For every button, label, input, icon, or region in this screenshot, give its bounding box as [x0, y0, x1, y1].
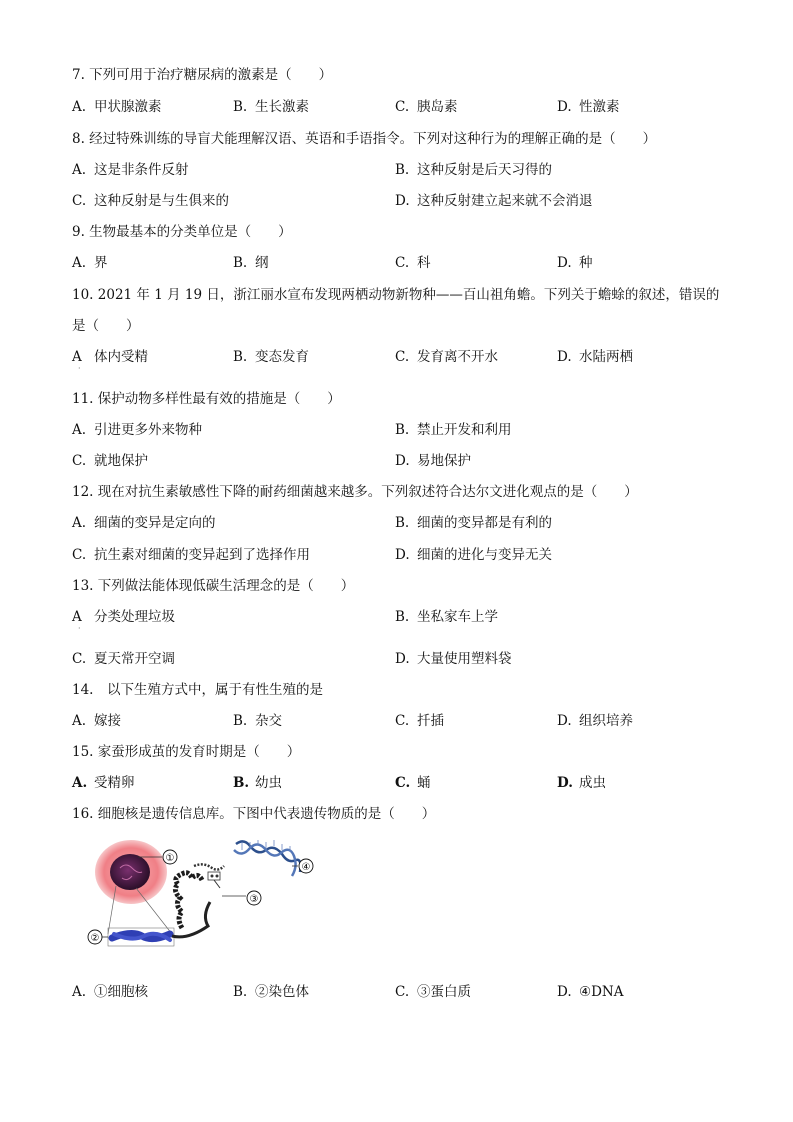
question-8-stem: 8. 经过特殊训练的导盲犬能理解汉语、英语和手语指令。下列对这种行为的理解正确的是（ ） — [72, 131, 657, 147]
q16-option-a[interactable]: A. ①细胞核 — [72, 984, 148, 1000]
stray-dot-2: · — [78, 624, 81, 633]
q14-option-d[interactable]: D. 组织培养 — [557, 713, 633, 729]
q10-option-a[interactable]: A 体内受精 — [72, 349, 148, 365]
label-1: ① — [165, 853, 175, 864]
nucleus-shape — [110, 854, 150, 890]
q13-option-b[interactable]: B. 坐私家车上学 — [395, 609, 498, 625]
label-4: ④ — [301, 862, 311, 873]
question-11-stem: 11. 保护动物多样性最有效的措施是（ ） — [72, 391, 341, 407]
question-12-stem: 12. 现在对抗生素敏感性下降的耐药细菌越来越多。下列叙述符合达尔文进化观点的是（ ） — [72, 484, 638, 500]
q13-option-d[interactable]: D. 大量使用塑料袋 — [395, 651, 512, 667]
q7-option-d[interactable]: D. 性激素 — [557, 99, 620, 115]
q12-option-a[interactable]: A. 细菌的变异是定向的 — [72, 515, 216, 531]
q8-option-c[interactable]: C. 这种反射是与生俱来的 — [72, 193, 229, 209]
genetics-diagram — [86, 836, 336, 954]
q12-option-d[interactable]: D. 细菌的进化与变异无关 — [395, 547, 552, 563]
q14-option-b[interactable]: B. 杂交 — [233, 713, 282, 729]
q11-option-a[interactable]: A. 引进更多外来物种 — [72, 422, 202, 438]
q9-option-a[interactable]: A. 界 — [72, 255, 108, 271]
q8-option-d[interactable]: D. 这种反射建立起来就不会消退 — [395, 193, 593, 209]
question-15-stem: 15. 家蚕形成茧的发育时期是（ ） — [72, 744, 301, 760]
q16-option-b[interactable]: B. ②染色体 — [233, 984, 309, 1000]
q7-option-a[interactable]: A. 甲状腺激素 — [72, 99, 162, 115]
q8-option-b[interactable]: B. 这种反射是后天习得的 — [395, 162, 552, 178]
q10-option-b[interactable]: B. 变态发育 — [233, 349, 309, 365]
q15-option-b[interactable]: B. 幼虫 — [233, 775, 282, 791]
q7-option-c[interactable]: C. 胰岛素 — [395, 99, 458, 115]
q14-option-c[interactable]: C. 扦插 — [395, 713, 444, 729]
question-10-stem-cont: 是（ ） — [72, 318, 140, 334]
q8-option-a[interactable]: A. 这是非条件反射 — [72, 162, 189, 178]
q14-option-a[interactable]: A. 嫁接 — [72, 713, 121, 729]
question-14-stem: 14. 以下生殖方式中，属于有性生殖的是 — [72, 682, 323, 698]
q15-option-a[interactable]: A. 受精卵 — [72, 775, 135, 791]
question-9-stem: 9. 生物最基本的分类单位是（ ） — [72, 224, 292, 240]
q13-option-c[interactable]: C. 夏天常开空调 — [72, 651, 175, 667]
q13-option-a[interactable]: A 分类处理垃圾 — [72, 609, 175, 625]
question-13-stem: 13. 下列做法能体现低碳生活理念的是（ ） — [72, 578, 355, 594]
chromatin-fiber — [175, 873, 202, 928]
q10-option-d[interactable]: D. 水陆两栖 — [557, 349, 633, 365]
q9-option-c[interactable]: C. 科 — [395, 255, 431, 271]
cell-nucleus-figure — [86, 836, 336, 954]
q16-option-c[interactable]: C. ③蛋白质 — [395, 984, 471, 1000]
label-3: ③ — [249, 894, 259, 905]
q12-option-b[interactable]: B. 细菌的变异都是有利的 — [395, 515, 552, 531]
q9-option-d[interactable]: D. 种 — [557, 255, 593, 271]
q11-option-b[interactable]: B. 禁止开发和利用 — [395, 422, 512, 438]
q11-option-d[interactable]: D. 易地保护 — [395, 453, 471, 469]
dna-helix — [236, 841, 301, 872]
q11-option-c[interactable]: C. 就地保护 — [72, 453, 148, 469]
label-2: ② — [90, 933, 100, 944]
q7-option-b[interactable]: B. 生长激素 — [233, 99, 309, 115]
q12-option-c[interactable]: C. 抗生素对细菌的变异起到了选择作用 — [72, 547, 310, 563]
q15-option-c[interactable]: C. 蛹 — [395, 775, 431, 791]
q9-option-b[interactable]: B. 纲 — [233, 255, 269, 271]
stray-dot: · — [78, 364, 81, 373]
q10-option-c[interactable]: C. 发育离不开水 — [395, 349, 498, 365]
q15-option-d[interactable]: D. 成虫 — [557, 775, 606, 791]
q16-option-d[interactable]: D. ④DNA — [557, 984, 624, 1000]
question-7-stem: 7. 下列可用于治疗糖尿病的激素是（ ） — [72, 67, 333, 83]
question-10-stem: 10. 2021 年 1 月 19 日，浙江丽水宣布发现两栖动物新物种——百山祖角蟾。下列关于蟾蜍的叙述，错误的 — [72, 287, 720, 303]
question-16-stem: 16. 细胞核是遗传信息库。下图中代表遗传物质的是（ ） — [72, 806, 436, 822]
